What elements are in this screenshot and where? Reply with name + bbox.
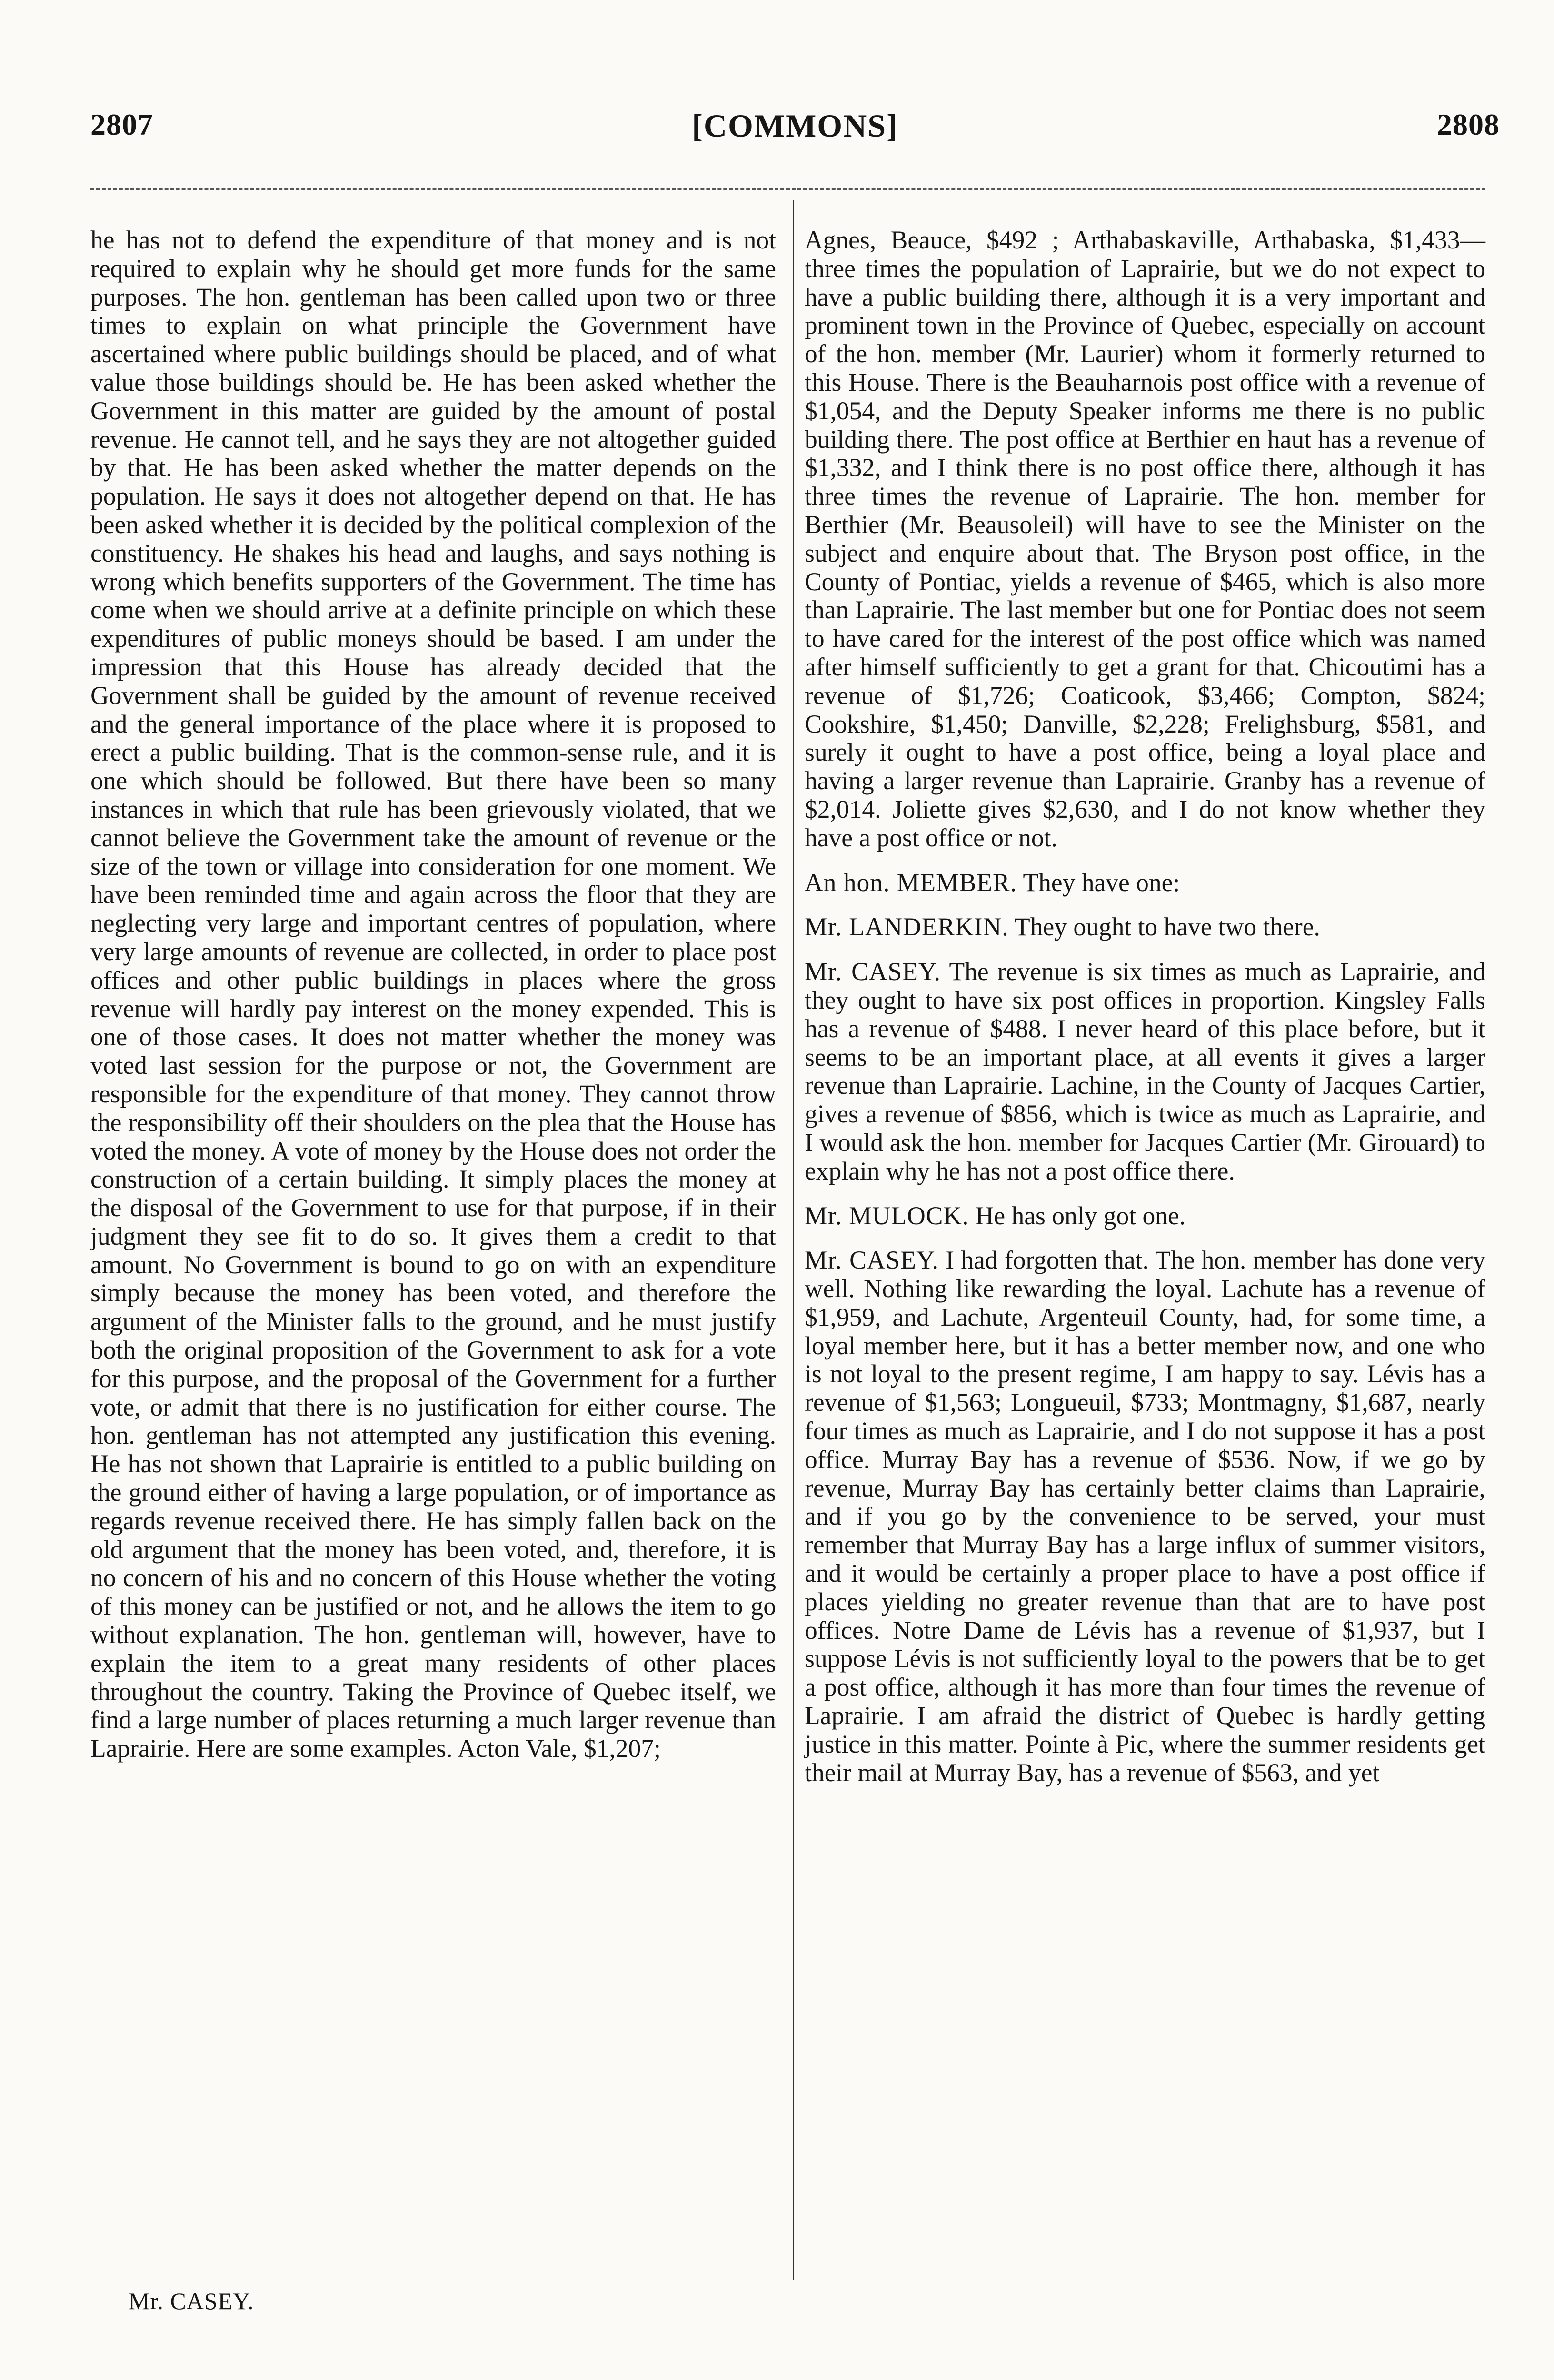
page-number-right: 2808 [1437, 108, 1500, 141]
speaker-name: Mr. CASEY. [805, 1246, 939, 1275]
speech-text: They ought to have two there. [1015, 912, 1320, 942]
header-rule [90, 188, 1485, 190]
left-paragraph: he has not to defend the expenditure of that money and is not required to explain why he should get more funds for the same purposes. The hon. gentleman has been called upon two or three times to explain on what principle the Government have ascertained where public buildings should be placed, and of what value those buildings should be. He has been asked whether the Government in this matter are guided by the amount of postal revenue. He cannot tell, and he says they are not altogether guided by that. He has been asked whether the matter depends on the population. He says it does not altogether depend on that. He has been asked whether it is decided by the political complexion of the constituency. He shakes his head and laughs, and says nothing is wrong which benefits supporters of the Government. The time has come when we should arrive at a definite principle on which these expenditures of public moneys should be based. I am under the impression that this House has already decided that the Government shall be guided by the amount of revenue received and the general importance of the place where it is proposed to erect a public building. That is the common-sense rule, and it is one which should be followed. But there have been so many instances in which that rule has been grievously violated, that we cannot believe the Government take the amount of revenue or the size of the town or village into consideration for one moment. We have been reminded time and again across the floor that they are neglecting very large and important centres of population, where very large amounts of revenue are collected, in order to place post offices and other public buildings in places where the gross revenue will hardly pay interest on the money expended. This is one of those cases. It does not matter whether the money was voted last session for the purpose or not, the Government are responsible for the expenditure of that money. They cannot throw the responsibility off their shoulders on the plea that the House has voted the money. A vote of money by the House does not order the construction of a certain building. It simply places the money at the disposal of the Government to use for that purpose, if in their judgment they see fit to do so. It gives them a credit to that amount. No Government is bound to go on with an expenditure simply because the money has been voted, and therefore the argument of the Minister falls to the ground, and he must justify both the original proposition of the Government to ask for a vote for this purpose, and the proposal of the Government for a further vote, or admit that there is no justification for either course. The hon. gentleman has not attempted any justification this evening. He has not shown that Laprairie is entitled to a public building on the ground either of having a large population, or of importance as regards revenue received there. He has simply fallen back on the old argument that the money has been voted, and, therefore, it is no concern of his and no concern of this House whether the voting of this money can be justified or not, and he allows the item to go without explanation. The hon. gentleman will, however, have to explain the item to a great many residents of other places throughout the country. Taking the Province of Quebec itself, we find a large number of places returning a much larger revenue than Laprairie. Here are some examples. Acton Vale, $1,207; [90, 226, 776, 1763]
page-number-left: 2807 [90, 108, 153, 141]
right-column [805, 226, 1485, 1787]
speaker-name: An hon. MEMBER. [805, 868, 1017, 897]
speech-member [805, 869, 1485, 897]
speech-text: He has only got one. [975, 1201, 1186, 1230]
speech-landerkin [805, 913, 1485, 942]
speech-casey-2 [805, 1246, 1485, 1787]
speech-text: The revenue is six times as much as Laprairie, and they ought to have six post offices in proportion. Kingsley Falls has a revenue of $488. I never heard of this place before, but it seems to be an important place, at all events it gives a larger revenue than Laprairie. Lachine, in the County of Jacques Cartier, gives a revenue of $856, which is twice as much as Laprairie, and I would ask the hon. member for Jacques Cartier (Mr. Girouard) to explain why he has not a post office there. [805, 957, 1485, 1185]
left-column [90, 226, 776, 1763]
speech-text: They have one: [1023, 868, 1180, 897]
speech-mulock [805, 1202, 1485, 1230]
column-divider [793, 200, 794, 2280]
speaker-name: Mr. LANDERKIN. [805, 912, 1009, 942]
speech-text: I had forgotten that. The hon. member has done very well. Nothing like rewarding the loyal. Lachute has a revenue of $1,959, and Lachute, Argenteuil County, had, for some time, a loyal member here, but it has a better member now, and one who is not loyal to the present regime, I am happy to say. Lévis has a revenue of $1,563; Longueuil, $733; Montmagny, $1,687, nearly four times as much as Laprairie, and I do not suppose it has a post office. Murray Bay has a revenue of $536. Now, if we go by revenue, Murray Bay has certainly better claims than Laprairie, and if you go by the convenience to be served, your must remember that Murray Bay has a large influx of summer visitors, and it would be certainly a proper place to have a post office if places yielding no greater revenue than that are to have post offices. Notre Dame de Lévis has a revenue of $1,937, but I suppose Lévis is not sufficiently loyal to the powers that be to get a post office, although it has more than four times the revenue of Laprairie. I am afraid the district of Quebec is hardly getting justice in this matter. Pointe à Pic, where the summer residents get their mail at Murray Bay, has a revenue of $563, and yet [805, 1246, 1485, 1787]
footer-speaker-name: Mr. CASEY. [129, 2288, 254, 2314]
speaker-name: Mr. CASEY. [805, 957, 941, 986]
right-paragraph: Agnes, Beauce, $492 ; Arthabaskaville, Arthabaska, $1,433—three times the population of Laprairie, but we do not expect to have a public building there, although it is a very important and prominent town in the Province of Quebec, especially on account of the hon. member (Mr. Laurier) whom it formerly returned to this House. There is the Beauharnois post office with a revenue of $1,054, and the Deputy Speaker informs me there is no public building there. The post office at Berthier en haut has a revenue of $1,332, and I think there is no post office there, although it has three times the revenue of Laprairie. The hon. member for Berthier (Mr. Beausoleil) will have to see the Minister on the subject and enquire about that. The Bryson post office, in the County of Pontiac, yields a revenue of $465, which is also more than Laprairie. The last member but one for Pontiac does not seem to have cared for the interest of the post office which was named after himself sufficiently to get a grant for that. Chicoutimi has a revenue of $1,726; Coaticook, $3,466; Compton, $824; Cookshire, $1,450; Danville, $2,228; Frelighsburg, $581, and surely it ought to have a post office, being a loyal place and having a larger revenue than Laprairie. Granby has a revenue of $2,014. Joliette gives $2,630, and I do not know whether they have a post office or not. [805, 226, 1485, 852]
speech-casey-1 [805, 958, 1485, 1185]
page-header [90, 107, 1500, 159]
page-title: [COMMONS] [692, 108, 898, 144]
speaker-name: Mr. MULOCK. [805, 1201, 969, 1230]
